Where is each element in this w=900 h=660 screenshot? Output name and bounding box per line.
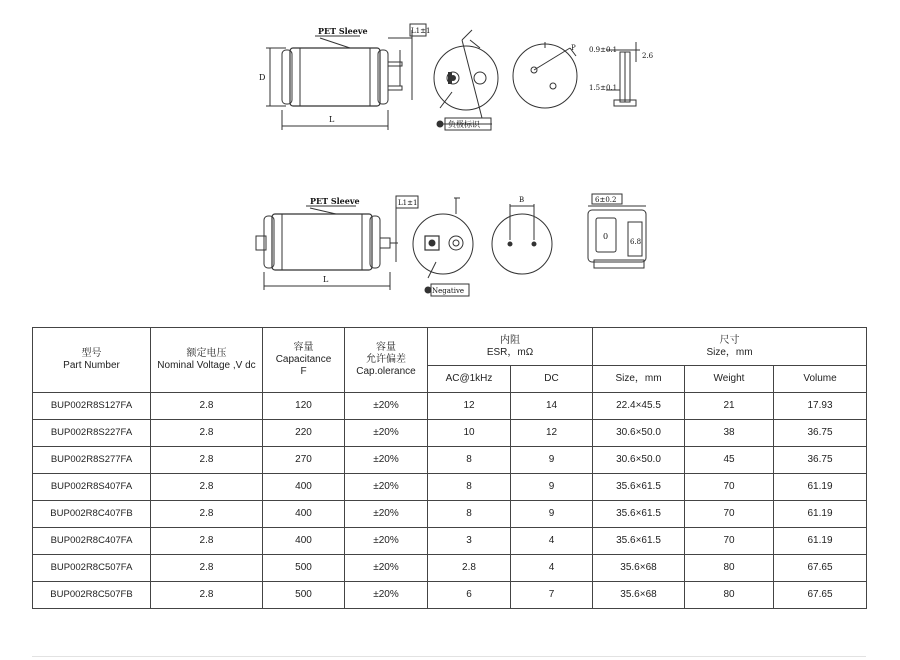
technical-drawing [0, 0, 900, 310]
header-tolerance [345, 328, 428, 393]
top-length-label: L [329, 115, 335, 124]
header-esr [428, 328, 593, 366]
header-weight: Weight [685, 366, 774, 393]
header-cap-unit: F [300, 366, 307, 377]
table-row [33, 528, 867, 555]
bottom-length-label: L [323, 275, 329, 284]
cell-voltage: 2.8 [151, 420, 263, 447]
bottom-hole-label: 0 [603, 232, 609, 241]
cell-part: BUP002R8C507FA [33, 555, 151, 582]
bottom-front-view [413, 198, 473, 296]
top-sleeve-label: PET Sleeve [318, 26, 368, 36]
cell-weight: 80 [685, 555, 774, 582]
cell-weight: 45 [685, 447, 774, 474]
top-negative-label: 负极标识 [448, 120, 480, 129]
header-part-number [33, 328, 151, 393]
cell-dc: 4 [511, 528, 593, 555]
cell-voltage: 2.8 [151, 447, 263, 474]
header-cap-en: Capacitance [275, 354, 332, 365]
cell-dc: 9 [511, 501, 593, 528]
header-voltage-cn: 额定电压 [186, 348, 227, 359]
cell-voltage: 2.8 [151, 555, 263, 582]
cell-weight: 70 [685, 528, 774, 555]
top-pin-height-label: 2.6 [642, 52, 654, 60]
cell-dc: 4 [511, 555, 593, 582]
cell-size: 22.4×45.5 [593, 393, 685, 420]
cell-size: 35.6×61.5 [593, 501, 685, 528]
cell-tol: ±20% [345, 501, 428, 528]
top-diameter-label: D [259, 73, 266, 82]
cell-tol: ±20% [345, 582, 428, 609]
cell-ac: 10 [428, 420, 511, 447]
cell-volume: 36.75 [774, 447, 867, 474]
cell-dc: 7 [511, 582, 593, 609]
cell-cap: 220 [263, 420, 345, 447]
table-row [33, 555, 867, 582]
top-pin-base-label: 1.5±0.1 [589, 84, 618, 92]
header-size [593, 328, 867, 366]
cell-cap: 270 [263, 447, 345, 474]
header-size-cn: 尺寸 [719, 334, 740, 346]
cell-part: BUP002R8S277FA [33, 447, 151, 474]
header-voltage [151, 328, 263, 393]
cell-tol: ±20% [345, 420, 428, 447]
cell-volume: 61.19 [774, 474, 867, 501]
cell-voltage: 2.8 [151, 474, 263, 501]
bottom-bracket-detail [588, 194, 646, 268]
bottom-bracket-height-label: 6.8 [630, 238, 642, 246]
cell-dc: 9 [511, 447, 593, 474]
cell-cap: 400 [263, 474, 345, 501]
cell-part: BUP002R8S407FA [33, 474, 151, 501]
cell-weight: 80 [685, 582, 774, 609]
bottom-rear-view [492, 196, 552, 274]
header-esr-en: ESR，mΩ [486, 346, 534, 358]
cell-tol: ±20% [345, 447, 428, 474]
top-rear-view [513, 42, 577, 108]
cell-tol: ±20% [345, 393, 428, 420]
table-row [33, 474, 867, 501]
cell-size: 30.6×50.0 [593, 420, 685, 447]
cell-size: 35.6×61.5 [593, 474, 685, 501]
cell-tol: ±20% [345, 555, 428, 582]
cell-part: BUP002R8C407FA [33, 528, 151, 555]
table-row [33, 447, 867, 474]
header-size-en: Size，mm [706, 346, 753, 358]
cell-volume: 67.65 [774, 555, 867, 582]
cell-tol: ±20% [345, 528, 428, 555]
table-row [33, 501, 867, 528]
cell-dc: 14 [511, 393, 593, 420]
cell-weight: 70 [685, 501, 774, 528]
top-pin-width-label: 0.9±0.1 [589, 46, 618, 54]
cell-volume: 36.75 [774, 420, 867, 447]
cell-size: 35.6×61.5 [593, 528, 685, 555]
header-cap-cn: 容量 [293, 342, 314, 353]
cell-part: BUP002R8S227FA [33, 420, 151, 447]
cell-tol: ±20% [345, 474, 428, 501]
header-tol-cn2: 允许偏差 [366, 354, 406, 365]
cell-volume: 17.93 [774, 393, 867, 420]
header-volume: Volume [774, 366, 867, 393]
cell-volume: 61.19 [774, 528, 867, 555]
cell-dc: 12 [511, 420, 593, 447]
header-ac: AC@1kHz [428, 366, 511, 393]
cell-cap: 400 [263, 528, 345, 555]
cell-size: 35.6×68 [593, 555, 685, 582]
cell-part: BUP002R8C407FB [33, 501, 151, 528]
cell-cap: 500 [263, 555, 345, 582]
bottom-side-view [256, 196, 418, 290]
bottom-bracket-width-label: 6±0.2 [595, 196, 617, 204]
cell-cap: 120 [263, 393, 345, 420]
top-pin-detail [589, 42, 654, 106]
table-row [33, 420, 867, 447]
table-row [33, 393, 867, 420]
cell-ac: 6 [428, 582, 511, 609]
cell-part: BUP002R8C507FB [33, 582, 151, 609]
header-size-mm: Size，mm [593, 366, 685, 393]
cell-cap: 500 [263, 582, 345, 609]
cell-volume: 61.19 [774, 501, 867, 528]
cell-voltage: 2.8 [151, 501, 263, 528]
spec-table-body [33, 393, 867, 609]
cell-volume: 67.65 [774, 582, 867, 609]
top-pitch-label: P [571, 44, 576, 52]
table-row [33, 582, 867, 609]
cell-weight: 70 [685, 474, 774, 501]
bottom-divider [32, 656, 866, 657]
header-esr-cn: 内阻 [500, 334, 520, 346]
header-capacitance [263, 328, 345, 393]
header-voltage-en: Nominal Voltage ,V dc [157, 360, 256, 371]
cell-ac: 2.8 [428, 555, 511, 582]
cell-cap: 400 [263, 501, 345, 528]
cell-ac: 8 [428, 474, 511, 501]
cell-voltage: 2.8 [151, 393, 263, 420]
top-side-view [259, 24, 430, 130]
cell-ac: 8 [428, 447, 511, 474]
cell-part: BUP002R8S127FA [33, 393, 151, 420]
top-tolerance-label: L1±1 [411, 27, 431, 35]
cell-size: 35.6×68 [593, 582, 685, 609]
cell-weight: 38 [685, 420, 774, 447]
cell-weight: 21 [685, 393, 774, 420]
header-tol-cn: 容量 [376, 342, 396, 353]
header-tol-en: Cap.olerance [356, 366, 416, 377]
cell-size: 30.6×50.0 [593, 447, 685, 474]
top-front-view [434, 30, 498, 130]
cell-voltage: 2.8 [151, 582, 263, 609]
header-part-en: Part Number [63, 360, 120, 371]
cell-voltage: 2.8 [151, 528, 263, 555]
header-part-cn: 型号 [81, 348, 102, 359]
cell-dc: 9 [511, 474, 593, 501]
bottom-tolerance-label: L1±1 [398, 199, 418, 207]
spec-table [32, 327, 867, 609]
bottom-pitch-label: B [519, 196, 525, 204]
header-dc: DC [511, 366, 593, 393]
cell-ac: 12 [428, 393, 511, 420]
cell-ac: 8 [428, 501, 511, 528]
bottom-sleeve-label: PET Sleeve [310, 196, 360, 206]
bottom-negative-label: Negative [432, 287, 465, 295]
cell-ac: 3 [428, 528, 511, 555]
